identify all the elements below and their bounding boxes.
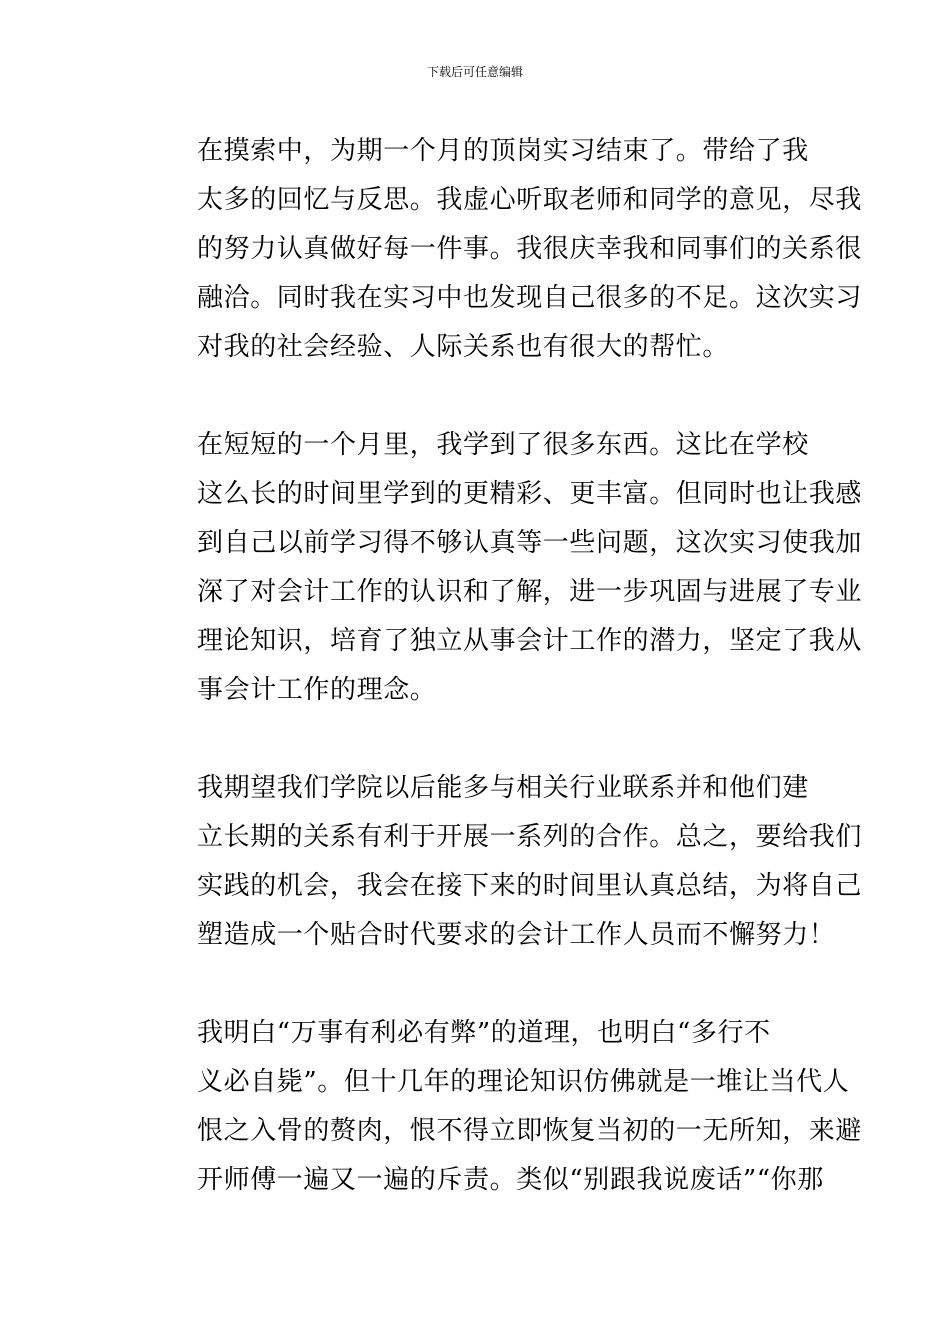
text-line: 融洽。同时我在实习中也发现自己很多的不足。这次实习 [197,283,863,313]
text-line: 到自己以前学习得不够认真等一些问题，这次实习使我加 [197,528,863,558]
text-line: 开师傅一遍又一遍的斥责。类似“别跟我说废话”“你那 [197,1165,824,1195]
text-line: 对我的社会经验、人际关系也有很大的帮忙。 [197,332,730,362]
page-header-note: 下载后可任意编辑 [426,65,523,79]
text-line: 实践的机会，我会在接下来的时间里认真总结，为将自己 [197,871,863,901]
text-line: 我明白“万事有利必有弊”的道理，也明白“多行不 [197,1018,771,1048]
text-line: 的努力认真做好每一件事。我很庆幸我和同事们的关系很 [197,234,863,264]
document-body [145,127,863,1205]
text-line: 深了对会计工作的认识和了解，进一步巩固与进展了专业 [197,577,863,607]
paragraph-4 [145,1009,863,1205]
paragraph-3 [145,764,863,960]
text-line: 这么长的时间里学到的更精彩、更丰富。但同时也让我感 [197,479,863,509]
text-line: 在摸索中，为期一个月的顶岗实习结束了。带给了我 [197,136,809,166]
text-line: 义必自毙”。但十几年的理论知识仿佛就是一堆让当代人 [197,1067,850,1097]
text-line: 理论知识，培育了独立从事会计工作的潜力，坚定了我从 [197,626,863,656]
paragraph-2 [145,421,863,715]
text-line: 在短短的一个月里，我学到了很多东西。这比在学校 [197,430,809,460]
text-line: 恨之入骨的赘肉，恨不得立即恢复当初的一无所知，来避 [197,1116,863,1146]
text-line: 我期望我们学院以后能多与相关行业联系并和他们建 [197,773,809,803]
text-line: 太多的回忆与反思。我虚心听取老师和同学的意见，尽我 [197,185,863,215]
text-line: 事会计工作的理念。 [197,675,437,705]
paragraph-1 [145,127,863,372]
text-line: 立长期的关系有利于开展一系列的合作。总之，要给我们 [197,822,863,852]
text-line: 塑造成一个贴合时代要求的会计工作人员而不懈努力！ [197,920,836,950]
